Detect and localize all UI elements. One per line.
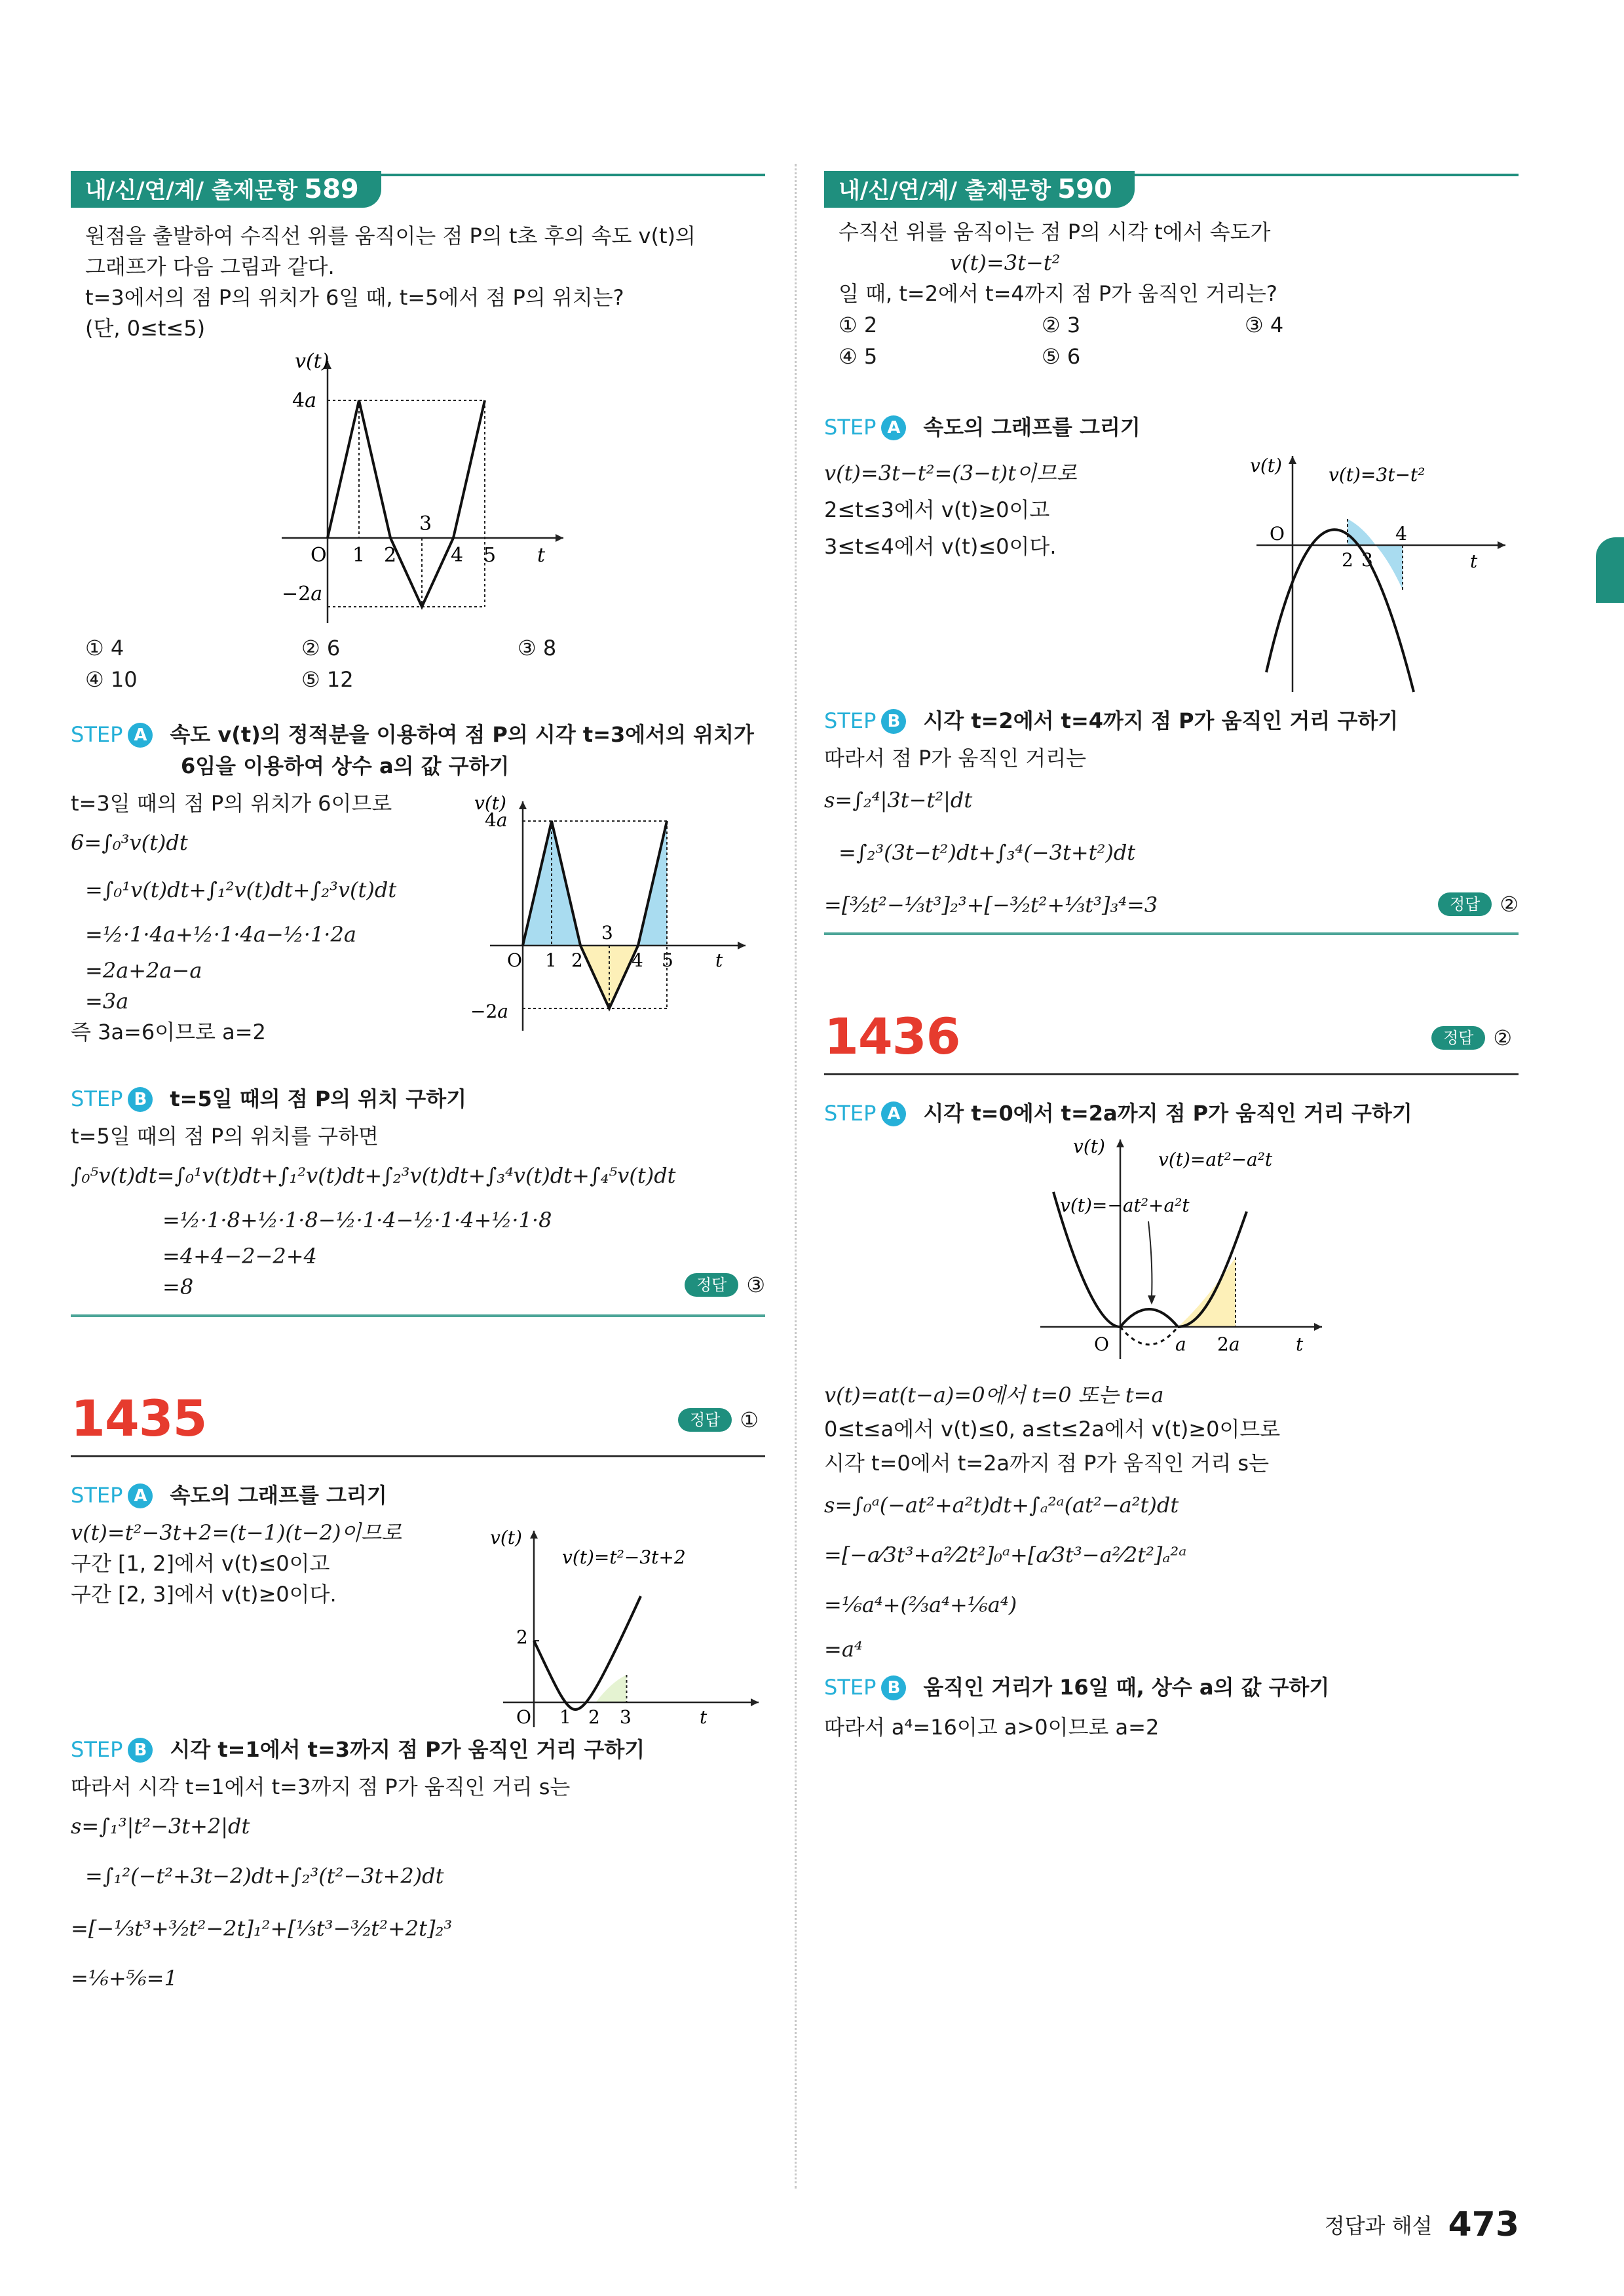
step-b-badge: B: [128, 1738, 153, 1763]
svg-text:2a: 2a: [1217, 1333, 1240, 1355]
solution-line: =½·1·4a+½·1·4a−½·1·2a: [85, 922, 356, 947]
svg-text:t: t: [1470, 550, 1478, 572]
problem-589-header: [71, 167, 765, 213]
column-divider: [795, 164, 797, 2189]
footer-label: 정답과 해설: [1324, 2213, 1433, 2238]
answer-589: 정답 ③: [71, 1269, 765, 1301]
choice[interactable]: ③ 8: [518, 636, 557, 660]
separator: [71, 1314, 765, 1317]
graph-1435: [490, 1524, 765, 1734]
step-a-title-cont: 6임을 이용하여 상수 a의 값 구하기: [181, 754, 510, 778]
solution-line: 6=∫₀³v(t)dt: [71, 830, 188, 855]
choice[interactable]: ⑤ 12: [301, 667, 354, 692]
svg-text:v(t): v(t): [490, 1527, 522, 1548]
problem-1435-header: 1435 정답 ①: [71, 1389, 765, 1461]
graph-589: [255, 348, 622, 630]
graph-589-shaded: [464, 795, 752, 1044]
problem-590-body: [824, 217, 1519, 372]
graph-590: [1250, 450, 1512, 698]
page-footer: [1325, 2205, 1519, 2244]
solution-line: =∫₁²(−t²+3t−2)dt+∫₂³(t²−3t+2)dt: [85, 1864, 444, 1888]
problem-text: (단, 0≤t≤5): [85, 316, 206, 341]
solution-line: ∫₀⁵v(t)dt=∫₀¹v(t)dt+∫₁²v(t)dt+∫₂³v(t)dt+∫₃⁴v(t)dt+∫₄⁵v(t)dt: [71, 1163, 676, 1188]
solution-line: 구간 [1, 2]에서 v(t)≤0이고: [71, 1551, 330, 1576]
svg-text:O: O: [1270, 523, 1285, 545]
side-tab: [1596, 537, 1624, 603]
answer-590: 정답 ②: [824, 888, 1519, 921]
step-a-title: STEP A 속도 v(t)의 정적분을 이용하여 점 P의 시각 t=3에서의 위치가: [71, 722, 754, 747]
solution-line: 2≤t≤3에서 v(t)≥0이고: [824, 497, 1050, 522]
solution-line: v(t)=at(t−a)=0에서 t=0 또는 t=a: [824, 1383, 1164, 1407]
problem-number: 1435: [71, 1389, 207, 1447]
svg-text:t: t: [1296, 1333, 1304, 1355]
svg-text:3: 3: [419, 512, 432, 535]
svg-text:v(t): v(t): [1250, 455, 1282, 476]
solution-line: =[³⁄₂t²−⅓t³]₂³+[−³⁄₂t²+⅓t³]₃⁴=3: [824, 892, 1158, 917]
solution-line: 3≤t≤4에서 v(t)≤0이다.: [824, 534, 1057, 559]
svg-text:3: 3: [1361, 549, 1373, 571]
svg-text:O: O: [1094, 1333, 1109, 1355]
svg-text:v(t): v(t): [474, 795, 506, 814]
solution-line: =∫₂³(3t−t²)dt+∫₃⁴(−3t+t²)dt: [839, 840, 1136, 865]
svg-text:O: O: [507, 949, 522, 971]
solution-line: =8: [162, 1274, 194, 1299]
problem-text: 그래프가 다음 그림과 같다.: [85, 254, 335, 279]
graph-label: v(t)=3t−t²: [1329, 464, 1426, 486]
svg-text:−2a: −2a: [470, 1001, 508, 1022]
svg-text:1: 1: [352, 544, 366, 567]
problem-number: 1436: [824, 1007, 960, 1065]
step-b-title: STEP B 시각 t=1에서 t=3까지 점 P가 움직인 거리 구하기: [71, 1737, 645, 1762]
solution-line: =½·1·8+½·1·8−½·1·4−½·1·4+½·1·8: [162, 1208, 552, 1233]
svg-text:O: O: [516, 1706, 531, 1728]
svg-text:4: 4: [451, 544, 464, 567]
svg-text:2: 2: [384, 544, 397, 567]
svg-text:a: a: [1175, 1333, 1186, 1355]
svg-text:−2a: −2a: [282, 583, 323, 605]
solution-line: 0≤t≤a에서 v(t)≤0, a≤t≤2a에서 v(t)≥0이므로: [824, 1417, 1281, 1442]
choice[interactable]: ② 3: [1042, 313, 1081, 337]
svg-text:4a: 4a: [292, 389, 316, 412]
choice[interactable]: ① 2: [839, 313, 878, 337]
solution-line: 따라서 시각 t=1에서 t=3까지 점 P가 움직인 거리 s는: [71, 1774, 571, 1799]
step-b-badge: B: [881, 709, 906, 734]
solution-line: =[−⅓t³+³⁄₂t²−2t]₁²+[⅓t³−³⁄₂t²+2t]₂³: [71, 1916, 453, 1941]
svg-text:t: t: [700, 1706, 708, 1728]
solution-line: 구간 [2, 3]에서 v(t)≥0이다.: [71, 1582, 337, 1607]
graph-label: v(t)=t²−3t+2: [562, 1546, 686, 1568]
problem-text: 원점을 출발하여 수직선 위를 움직이는 점 P의 t초 후의 속도 v(t)의: [85, 223, 696, 248]
solution-1435: [71, 1480, 765, 2002]
solution-line: =4+4−2−2+4: [162, 1244, 317, 1269]
choice[interactable]: ① 4: [85, 636, 124, 660]
tag-label: 내/신/연/계/ 출제문항: [85, 178, 298, 204]
svg-text:4a: 4a: [485, 809, 508, 831]
choices-589: [85, 632, 765, 695]
problem-text: 일 때, t=2에서 t=4까지 점 P가 움직인 거리는?: [839, 281, 1277, 306]
svg-text:t: t: [537, 544, 546, 567]
svg-text:2: 2: [1342, 549, 1353, 571]
svg-text:1: 1: [545, 949, 557, 971]
svg-text:5: 5: [483, 544, 497, 567]
step-a-title: STEP A 시각 t=0에서 t=2a까지 점 P가 움직인 거리 구하기: [824, 1101, 1412, 1126]
step-a-title: STEP A 속도의 그래프를 그리기: [71, 1483, 387, 1508]
solution-line: 즉 3a=6이므로 a=2: [71, 1020, 266, 1044]
solution-line: =⅙a⁴+(⅔a⁴+⅙a⁴): [824, 1592, 1017, 1617]
solution-590: [824, 411, 1519, 935]
step-a-badge: A: [881, 415, 906, 440]
svg-text:4: 4: [632, 949, 643, 971]
solution-line: t=3일 때의 점 P의 위치가 6이므로: [71, 791, 392, 816]
problem-number: 589: [304, 174, 359, 204]
solution-line: 따라서 a⁴=16이고 a>0이므로 a=2: [824, 1715, 1160, 1740]
problem-formula: v(t)=3t−t²: [950, 250, 1061, 275]
step-a-badge: A: [881, 1101, 906, 1126]
problem-text: t=3에서의 점 P의 위치가 6일 때, t=5에서 점 P의 위치는?: [85, 285, 624, 310]
solution-589: [71, 719, 765, 1317]
solution-line: s=∫₁³|t²−3t+2|dt: [71, 1814, 250, 1839]
solution-line: =2a+2a−a: [85, 958, 202, 983]
step-a-title: STEP A 속도의 그래프를 그리기: [824, 415, 1141, 440]
svg-text:t: t: [715, 949, 723, 971]
choice[interactable]: ④ 5: [839, 344, 878, 369]
svg-text:3: 3: [620, 1706, 632, 1728]
left-column: [71, 167, 765, 2002]
svg-text:5: 5: [662, 949, 673, 971]
tag-label: 내/신/연/계/ 출제문항: [839, 178, 1051, 204]
problem-text: 수직선 위를 움직이는 점 P의 시각 t에서 속도가: [839, 220, 1271, 244]
solution-line: t=5일 때의 점 P의 위치를 구하면: [71, 1124, 379, 1149]
choices-590: [839, 309, 1519, 372]
problem-1436-header: 1436 정답 ②: [824, 1007, 1519, 1079]
solution-1436: [824, 1098, 1519, 1743]
step-a-badge: A: [128, 1483, 153, 1508]
choice[interactable]: ⑤ 6: [1042, 344, 1081, 369]
separator: [824, 932, 1519, 935]
step-a-badge: A: [128, 723, 153, 748]
svg-text:1: 1: [559, 1706, 571, 1728]
step-b-title: STEP B t=5일 때의 점 P의 위치 구하기: [71, 1086, 467, 1111]
solution-line: 시각 t=0에서 t=2a까지 점 P가 움직인 거리 s는: [824, 1451, 1269, 1476]
problem-number: 590: [1057, 174, 1112, 204]
page-number: 473: [1448, 2205, 1519, 2244]
solution-line: =a⁴: [824, 1637, 863, 1662]
problem-589-body: [71, 221, 765, 695]
solution-line: =⅙+⅚=1: [71, 1966, 178, 1991]
solution-line: v(t)=3t−t²=(3−t)t이므로: [824, 461, 1077, 486]
solution-line: 따라서 점 P가 움직인 거리는: [824, 746, 1087, 771]
svg-text:2: 2: [588, 1706, 600, 1728]
solution-line: s=∫₀ᵃ(−at²+a²t)dt+∫ₐ²ᵃ(at²−a²t)dt: [824, 1493, 1179, 1518]
solution-line: =∫₀¹v(t)dt+∫₁²v(t)dt+∫₂³v(t)dt: [85, 877, 397, 902]
solution-line: =[−a⁄3t³+a²⁄2t²]₀ᵃ+[a⁄3t³−a²⁄2t²]ₐ²ᵃ: [824, 1542, 1187, 1567]
step-b-title: STEP B 움직인 거리가 16일 때, 상수 a의 값 구하기: [824, 1675, 1330, 1700]
solution-line: =3a: [85, 989, 129, 1014]
svg-text:2: 2: [516, 1626, 528, 1648]
svg-text:3: 3: [601, 922, 613, 944]
solution-line: s=∫₂⁴|3t−t²|dt: [824, 788, 973, 813]
svg-text:4: 4: [1395, 523, 1407, 545]
right-column: [824, 167, 1519, 1743]
solution-line: v(t)=t²−3t+2=(t−1)(t−2)이므로: [71, 1520, 402, 1545]
svg-text:O: O: [311, 544, 327, 567]
step-b-title: STEP B 시각 t=2에서 t=4까지 점 P가 움직인 거리 구하기: [824, 708, 1399, 733]
svg-text:v(t): v(t): [295, 350, 330, 373]
choice[interactable]: ④ 10: [85, 667, 138, 692]
graph-1436: [1040, 1133, 1355, 1369]
graph-label: v(t)=−at²+a²t: [1060, 1195, 1190, 1216]
step-b-badge: B: [881, 1675, 906, 1700]
graph-label: v(t)=at²−a²t: [1158, 1149, 1273, 1170]
choice[interactable]: ③ 4: [1245, 313, 1284, 337]
choice[interactable]: ② 6: [301, 636, 341, 660]
svg-text:2: 2: [571, 949, 583, 971]
problem-590-header: [824, 167, 1519, 213]
svg-text:v(t): v(t): [1073, 1136, 1105, 1157]
step-b-badge: B: [128, 1087, 153, 1112]
